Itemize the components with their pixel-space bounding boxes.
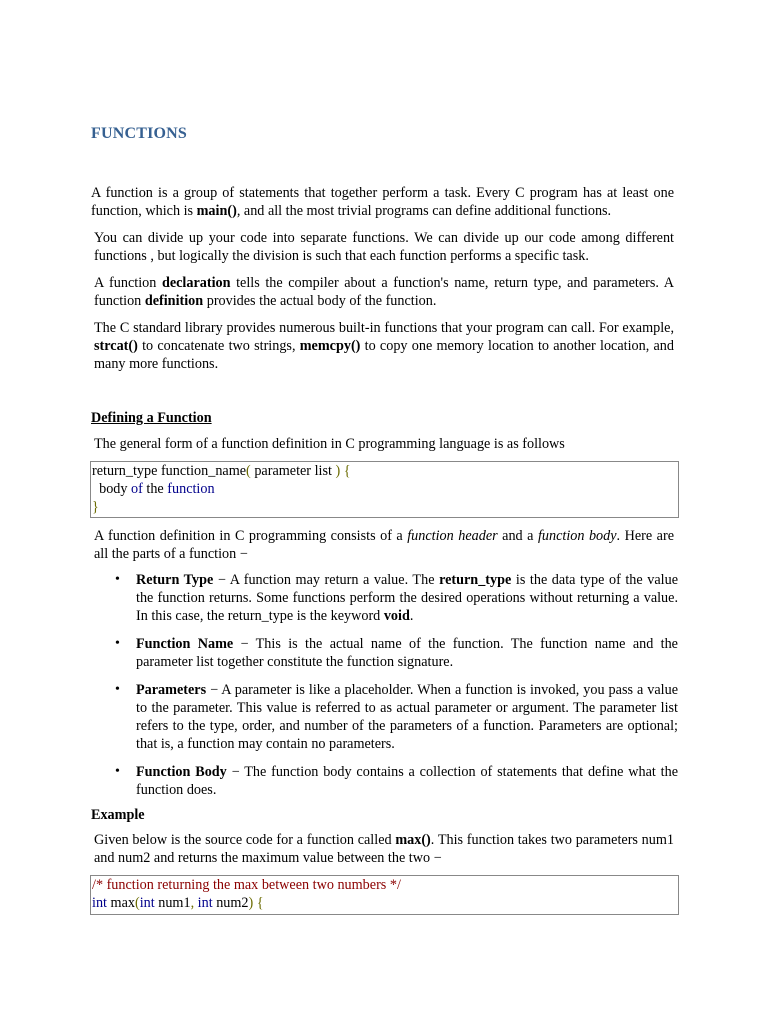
- bullet-icon: •: [115, 682, 120, 697]
- bullet-icon: •: [115, 572, 120, 587]
- section-title-example: Example: [91, 807, 145, 823]
- code-comment: /* function returning the max between two numbers */: [92, 877, 401, 893]
- intro-paragraph-1: A function is a group of statements that together perform a task. Every C program has at least one function, which is main(), and all the most trivial programs can define additional functions.: [91, 185, 674, 219]
- code-line: }: [92, 499, 99, 515]
- section-title-defining: Defining a Function: [91, 410, 212, 426]
- page-title: FUNCTIONS: [91, 125, 188, 142]
- code-line: return_type function_name( parameter list ) {: [92, 463, 351, 479]
- intro-paragraph-3: A function declaration tells the compiler about a function's name, return type, and parameters. A function definition provides the actual body of the function.: [94, 275, 675, 309]
- function-parts-list: [110, 571, 678, 809]
- bullet-icon: •: [115, 764, 120, 779]
- list-item-function-name: • Function Name − This is the actual name of the function. The function name and the parameter list together constitute the function signature.: [115, 636, 678, 670]
- list-item-parameters: • Parameters − A parameter is like a placeholder. When a function is invoked, you pass a value to the parameter. This value is referred to as actual parameter or argument. The parameter list refers to the type, order, and number of the parameters of a function. Parameters are optional; that is, a function may contain no parameters.: [115, 682, 678, 752]
- list-item-function-body: • Function Body − The function body contains a collection of statements that define what the function does.: [115, 764, 678, 798]
- defining-intro-text: The general form of a function definition in C programming language is as follows: [94, 436, 565, 452]
- example-intro-text: Given below is the source code for a function called max(). This function takes two parameters num1 and num2 and returns the maximum value between the two −: [94, 832, 674, 866]
- intro-paragraph-4: The C standard library provides numerous built-in functions that your program can call. For example, strcat() to concatenate two strings, memcpy() to copy one memory location to another location, and many more functions.: [94, 320, 674, 372]
- code-line: body of the function: [92, 481, 215, 497]
- intro-paragraph-2: You can divide up your code into separate functions. We can divide up our code among different functions , but logically the division is such that each function performs a specific task.: [94, 230, 674, 264]
- max-function-code-block: [90, 875, 679, 915]
- function-parts-intro: A function definition in C programming consists of a function header and a function body. Here are all the parts of a function −: [94, 528, 674, 562]
- list-item-return-type: • Return Type − A function may return a value. The return_type is the data type of the value the function returns. Some functions perform the desired operations without returning a value. In this case, the return_type is the keyword void.: [115, 572, 678, 624]
- bullet-icon: •: [115, 636, 120, 651]
- code-line: int max(int num1, int num2) {: [92, 895, 264, 911]
- function-syntax-code-block: [90, 461, 679, 518]
